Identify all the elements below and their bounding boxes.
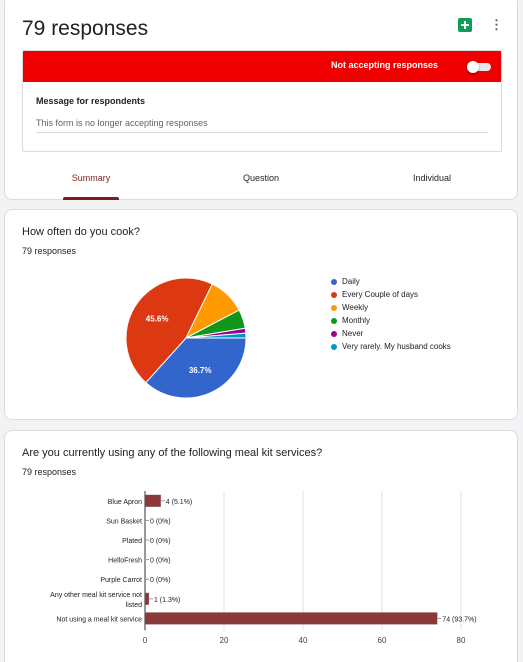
legend-swatch [331,279,337,285]
category-label: Plated [122,538,142,545]
legend-swatch [331,305,337,311]
bar-data-label: 0 (0%) [150,538,171,545]
x-tick-label: 60 [377,636,387,646]
message-label: Message for respondents [36,96,146,106]
toggle-thumb [467,61,479,73]
legend-label: Very rarely. My husband cooks [342,342,451,351]
active-tab-indicator [63,197,119,200]
bar[interactable] [145,495,161,507]
tab-question[interactable]: Question [242,173,280,183]
legend-swatch [331,331,337,337]
x-tick-label: 20 [219,636,229,646]
legend-label: Daily [342,277,360,286]
pie-chart [105,272,265,402]
response-count: 79 responses [22,246,77,256]
page-title: 79 responses [22,17,149,40]
message-input[interactable]: This form is no longer accepting responses [36,118,488,133]
sheets-icon[interactable] [458,18,472,32]
legend-item[interactable] [331,277,451,290]
legend-label: Weekly [342,303,369,312]
legend-item[interactable] [331,316,451,329]
tab-individual[interactable]: Individual [412,173,452,183]
question-card-meal-kit [4,430,518,662]
accepting-responses-banner [23,51,501,82]
category-label: Blue Apron [107,498,142,506]
legend-label: Never [342,329,364,338]
response-tabs [5,173,519,201]
legend-swatch [331,318,337,324]
legend-swatch [331,292,337,298]
question-title: Are you currently using any of the following meal kit services? [22,447,323,459]
bar[interactable] [145,612,437,624]
accepting-responses-toggle[interactable] [467,61,491,73]
x-tick-label: 0 [142,636,148,646]
legend-swatch [331,344,337,350]
question-card-cook-frequency [4,209,518,420]
bar-data-label: 0 (0%) [150,577,171,585]
tab-summary[interactable]: Summary [71,173,111,183]
legend-item[interactable] [331,342,451,355]
accepting-responses-label: Not accepting responses [330,60,438,70]
category-label: HelloFresh [108,557,142,565]
bar-data-label: 0 (0%) [150,518,171,526]
legend-item[interactable] [331,329,451,342]
bar-data-label: 1 (1.3%) [153,596,181,604]
pie-data-label: 36.7% [188,365,212,375]
question-title: How often do you cook? [22,226,141,238]
category-label: Purple Carrot [100,577,142,585]
legend-item[interactable] [331,290,451,303]
bar[interactable] [145,593,149,605]
bar-data-label: 74 (93.7%) [442,616,477,624]
category-label: Not using a meal kit service [56,616,142,624]
pie-legend [331,277,451,355]
bar-data-label: 0 (0%) [150,557,171,565]
x-tick-label: 80 [456,636,466,646]
legend-item[interactable] [331,303,451,316]
category-label: Any other meal kit service not listed [50,591,142,609]
bar-data-label: 4 (5.1%) [165,498,193,506]
legend-label: Every Couple of days [342,290,419,299]
pie-data-label: 45.6% [145,314,169,324]
legend-label: Monthly [342,316,371,325]
category-label: Sun Basket [106,518,142,526]
header-card [4,0,518,200]
x-tick-label: 40 [298,636,308,646]
response-count: 79 responses [22,467,77,477]
accepting-responses-panel [22,50,502,152]
bar-chart [5,481,519,661]
more-vert-icon[interactable]: ⋮ [490,17,503,32]
